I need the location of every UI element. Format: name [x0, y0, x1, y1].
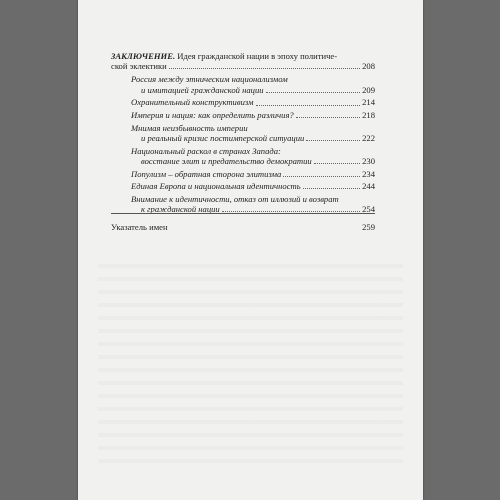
dot-leader — [256, 105, 361, 106]
subentry-line1: Охранительный конструктивизм — [131, 97, 254, 108]
conclusion-title-line1: Идея гражданской нации в эпоху политиче- — [177, 51, 338, 61]
subentry-line2: и реальный кризис постимперской ситуации — [141, 132, 305, 143]
dot-leader — [303, 188, 360, 189]
toc-subentry[interactable] — [111, 74, 375, 94]
toc-subentry[interactable] — [111, 194, 375, 214]
table-of-contents — [111, 51, 375, 217]
subentry-line1: Империя и нация: как определить различия? — [131, 110, 294, 121]
toc-subentry[interactable] — [111, 181, 375, 191]
page-number: 234 — [362, 168, 375, 179]
toc-subentry[interactable] — [111, 123, 375, 143]
subentry-line2: к гражданской нации — [141, 204, 220, 215]
index-label: Указатель имен — [111, 222, 168, 232]
subentry-line1: Национальный раскол в странах Запада: — [131, 145, 281, 156]
toc-entry-index[interactable] — [111, 222, 375, 232]
dot-leader — [169, 68, 360, 69]
conclusion-title-line2: ской эклектики — [111, 61, 167, 72]
page-number: 214 — [362, 97, 375, 108]
dot-leader — [283, 176, 360, 177]
subentry-line1: Единая Европа и национальная идентичность — [131, 181, 301, 192]
conclusion-label: ЗАКЛЮЧЕНИЕ. — [111, 51, 176, 61]
subentry-line2: и имитацией гражданской нации — [141, 84, 264, 95]
dot-leader — [296, 117, 360, 118]
table-of-contents-index — [111, 222, 375, 235]
toc-entry-conclusion[interactable] — [111, 51, 375, 71]
subentry-line1: Внимание к идентичности, отказ от иллюзий и возврат — [131, 193, 339, 204]
subentry-line1: Россия между этническим национализмом — [131, 74, 288, 85]
page-number: 208 — [362, 61, 375, 72]
subentry-line1: Популизм – обратная сторона элитизма — [131, 168, 282, 179]
page-number: 244 — [362, 181, 375, 192]
page-number: 259 — [362, 222, 375, 232]
divider — [111, 213, 375, 214]
page-number: 254 — [362, 204, 375, 215]
spacer — [170, 229, 361, 230]
page-number: 209 — [362, 84, 375, 95]
dot-leader — [314, 163, 360, 164]
page-number: 222 — [362, 132, 375, 143]
dot-leader — [306, 140, 360, 141]
bleed-through-text — [98, 255, 403, 470]
dot-leader — [266, 92, 361, 93]
toc-subentry[interactable] — [111, 110, 375, 120]
page-number: 230 — [362, 155, 375, 166]
toc-subentry[interactable] — [111, 146, 375, 166]
page-number: 218 — [362, 110, 375, 121]
toc-subentry[interactable] — [111, 97, 375, 107]
toc-subentry[interactable] — [111, 169, 375, 179]
subentry-line2: восстание элит и предательство демократии — [141, 155, 312, 166]
subentry-line1: Мнимая неизбывность империи — [131, 122, 248, 133]
